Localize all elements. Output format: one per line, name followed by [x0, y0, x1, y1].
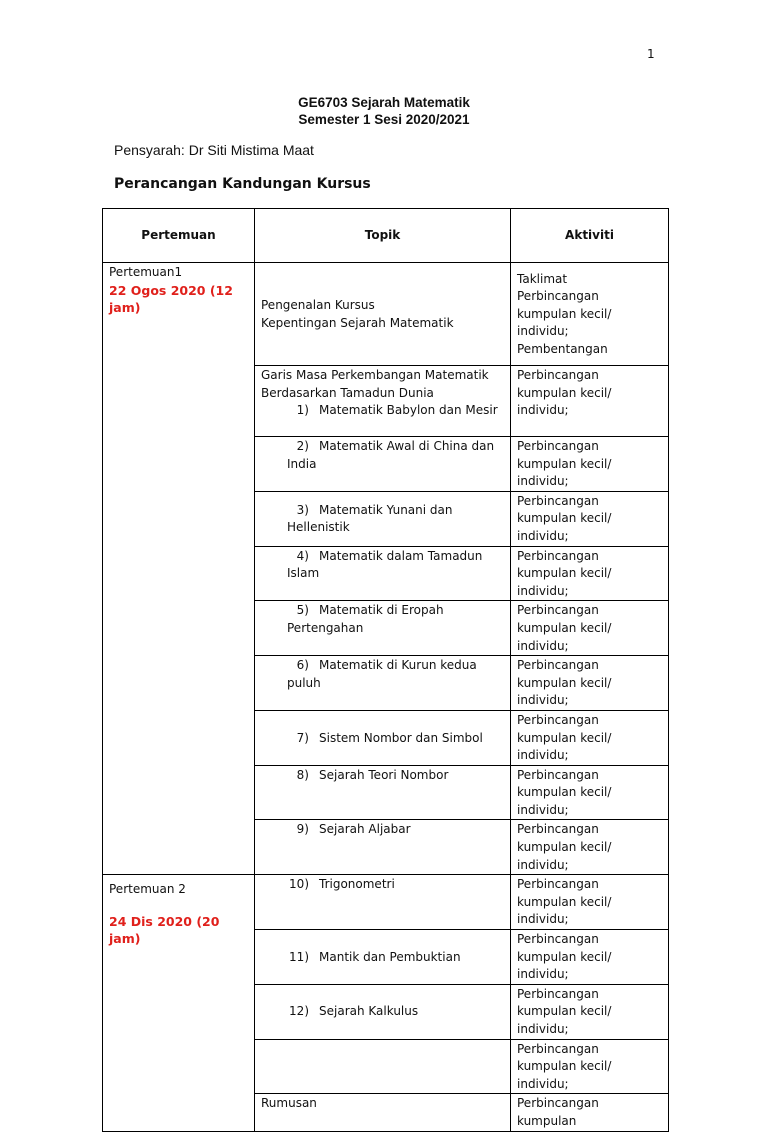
- topic-cell-empty: [255, 1039, 511, 1094]
- course-title: GE6703 Sejarah Matematik: [298, 95, 470, 110]
- topic-cell: [255, 656, 511, 711]
- table-row: [103, 263, 669, 366]
- course-plan-table: [102, 208, 669, 1132]
- meeting-2-cell: [103, 875, 255, 1131]
- activity-cell: Perbincangan kumpulan kecil/ individu;: [511, 820, 669, 875]
- section-heading: Perancangan Kandungan Kursus: [114, 176, 371, 192]
- activity-cell: Perbincangan kumpulan kecil/ individu;: [511, 984, 669, 1039]
- topic-cell: [255, 765, 511, 820]
- activity-cell: Perbincangan kumpulan kecil/ individu;: [511, 546, 669, 601]
- summary-topic: Rumusan: [255, 1094, 511, 1131]
- topic-cell: [255, 820, 511, 875]
- activity-cell: Perbincangan kumpulan kecil/ individu;: [511, 601, 669, 656]
- activity-text: Perbincangan kumpulan kecil/ individu;: [517, 289, 612, 339]
- activity-cell: Perbincangan kumpulan kecil/ individu;: [511, 875, 669, 930]
- topic-cell: [255, 984, 511, 1039]
- activity-text: Pembentangan: [517, 341, 608, 356]
- activity-cell: Perbincangan kumpulan: [511, 1094, 669, 1131]
- intro-topic-cell: [255, 263, 511, 366]
- topic-cell: [255, 930, 511, 985]
- topic-cell: [255, 366, 511, 437]
- topic-item: 4) Matematik dalam Tamadun Islam: [287, 548, 483, 581]
- meeting-1-cell: [103, 263, 255, 875]
- topic-item: 8) Sejarah Teori Nombor: [296, 767, 449, 782]
- topic-item: 10) Trigonometri: [289, 877, 395, 892]
- activity-cell: Perbincangan kumpulan kecil/ individu;: [511, 930, 669, 985]
- activity-cell: Perbincangan kumpulan kecil/ individu;: [511, 491, 669, 546]
- timeline-heading: Garis Masa Perkembangan Matematik: [261, 368, 489, 382]
- meeting-2-label: Pertemuan 2: [109, 882, 186, 897]
- header-aktiviti: Aktiviti: [511, 209, 669, 263]
- topic-item: 3) Matematik Yunani dan Hellenistik: [287, 502, 453, 535]
- activity-cell: Perbincangan kumpulan kecil/ individu;: [511, 765, 669, 820]
- intro-activity-cell: [511, 263, 669, 366]
- topic-cell: [255, 491, 511, 546]
- topic-item: 6) Matematik di Kurun kedua puluh: [287, 658, 477, 690]
- activity-cell: Perbincangan kumpulan kecil/ individu;: [511, 437, 669, 492]
- meeting-1-label: Pertemuan1: [109, 265, 183, 279]
- topic-item: 5) Matematik di Eropah Pertengahan: [287, 603, 444, 635]
- topic-item: 12) Sejarah Kalkulus: [289, 1004, 419, 1019]
- activity-cell: Perbincangan kumpulan kecil/ individu;: [511, 1039, 669, 1094]
- topic-cell: [255, 546, 511, 601]
- topic-cell: [255, 437, 511, 492]
- activity-cell: Perbincangan kumpulan kecil/ individu;: [511, 710, 669, 765]
- topic-item: 2) Matematik Awal di China dan India: [287, 439, 495, 471]
- activity-text: Taklimat: [517, 271, 568, 286]
- topic-item: 9) Sejarah Aljabar: [296, 822, 411, 837]
- meeting-2-date: 24 Dis 2020 (20 jam): [109, 913, 220, 947]
- page-number: 1: [647, 47, 655, 61]
- topic-cell: [255, 601, 511, 656]
- topic-item: 7) Sistem Nombor dan Simbol: [296, 730, 483, 745]
- semester-title: Semester 1 Sesi 2020/2021: [298, 112, 470, 127]
- topic-cell: [255, 875, 511, 930]
- activity-cell: Perbincangan kumpulan kecil/ individu;: [511, 366, 669, 437]
- topic-cell: [255, 710, 511, 765]
- lecturer-line: Pensyarah: Dr Siti Mistima Maat: [114, 142, 314, 158]
- header-topik: Topik: [255, 209, 511, 263]
- topic-text: Pengenalan Kursus: [261, 297, 375, 312]
- header-pertemuan: Pertemuan: [103, 209, 255, 263]
- activity-cell: Perbincangan kumpulan kecil/ individu;: [511, 656, 669, 711]
- table-header-row: [103, 209, 669, 263]
- timeline-heading: Berdasarkan Tamadun Dunia: [261, 385, 434, 400]
- table-row: [103, 875, 669, 930]
- topic-item: 11) Mantik dan Pembuktian: [289, 949, 461, 964]
- topic-item: 1) Matematik Babylon dan Mesir: [296, 403, 498, 418]
- topic-text: Kepentingan Sejarah Matematik: [261, 315, 454, 330]
- meeting-1-date: 22 Ogos 2020 (12 jam): [109, 282, 233, 316]
